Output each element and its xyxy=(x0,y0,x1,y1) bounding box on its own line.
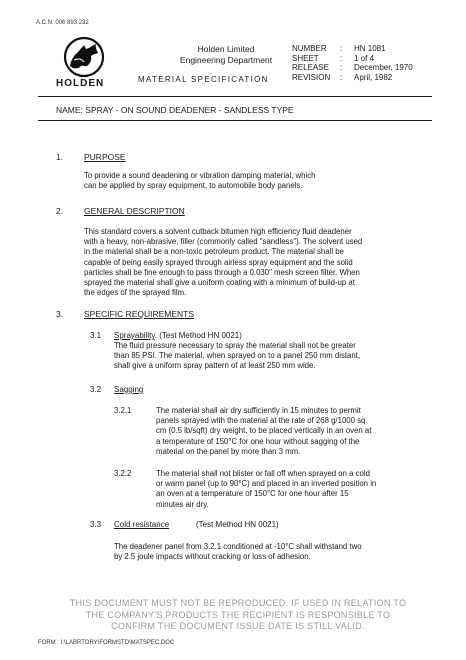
document-type: MATERIAL SPECIFICATION xyxy=(138,75,269,84)
header-divider-bottom xyxy=(38,120,432,121)
sagging-321-text: The material shall air dry sufficiently in 15 minutes to permit panels sprayed with the material at the rate of 268 g/1000 sq. cm (0.5 lb/sqft) dry weight, to be placed vertically in an oven at a temperature of 150°C for one hour without sagging of the material on the panel by more than 3 mm. xyxy=(156,406,372,456)
general-text: This standard covers a solvent cutback bitumen high efficiency fluid deadener with a heavy, non-abrasive, filler (commonly called "sandless"). The solvent used in the material shall be a non-toxic petroleum product. The material shall be capable of being easily sprayed through airless spray equipment and the solid particles shall be fine enough to pass through a 0.030" mesh screen filter. When sprayed the material shall give a uniform coating with a minimum of build-up at the edges of the sprayed film. xyxy=(84,227,363,298)
purpose-text: To provide a sound deadening or vibration damping material, which can be applied by spray equipment, to automobile body panels. xyxy=(84,171,316,191)
subsubsection-number: 3.2.2 xyxy=(114,469,132,478)
subsubsection-number: 3.2.1 xyxy=(114,406,132,415)
subsection-heading-sprayability: Sprayability. (Test Method HN 0021) xyxy=(114,331,242,340)
section-number: 2. xyxy=(56,206,64,216)
section-heading-specific: SPECIFIC REQUIREMENTS xyxy=(84,309,195,319)
subsection-heading-cold-resistance: Cold resistance xyxy=(114,520,170,529)
reproduction-notice: THIS DOCUMENT MUST NOT BE REPRODUCED. IF USED IN RELATION TO THE COMPANY'S PRODUCTS THE RECIPIENT IS RESPONSIBLE TO CONFIRM THE DOCUMENT ISSUE DATE IS STILL VALID. xyxy=(69,598,407,631)
subsection-heading-sagging: Sagging xyxy=(114,385,144,394)
section-number: 1. xyxy=(56,152,64,162)
subsection-number: 3.3 xyxy=(90,520,102,529)
company-block xyxy=(160,44,292,66)
section-heading-purpose: PURPOSE xyxy=(84,152,126,162)
spec-name: NAME: SPRAY - ON SOUND DEADENER - SANDLESS TYPE xyxy=(56,105,294,115)
cold-resistance-text: The deadener panel from 3.2.1 conditioned at -10°C shall withstand two by 2.5 joule impacts without cracking or loss of adhesion. xyxy=(114,542,362,562)
meta-release: RELEASE : December, 1970 xyxy=(292,63,413,72)
subsection-number: 3.1 xyxy=(90,331,102,340)
document-meta xyxy=(292,44,413,82)
sprayability-text: The fluid pressure necessary to spray the material shall not be greater than 85 PSI. The material, when sprayed on to a panel 250 mm distant, shall give a uniform spray pattern of at least 250 mm wide. xyxy=(114,341,361,371)
subsection-number: 3.2 xyxy=(90,385,102,394)
sagging-322-text: The material shall not blister or fall off when sprayed on a cold or warm panel (up to 90°C) and placed in an inverted position in an oven at a temperature of 150°C for one hour after 15 minutes air dry. xyxy=(156,469,377,509)
logo-wordmark: HOLDEN xyxy=(56,78,105,89)
cold-resistance-method: (Test Method HN 0021) xyxy=(196,520,279,529)
holden-lion-logo xyxy=(60,36,108,78)
meta-revision: REVISION : April, 1982 xyxy=(292,72,393,82)
section-heading-general: GENERAL DESCRIPTION xyxy=(84,206,185,216)
section-number: 3. xyxy=(56,309,64,319)
meta-number: NUMBER : HN 1081 xyxy=(292,44,386,53)
company-name: Holden Limited xyxy=(197,44,255,54)
department-name: Engineering Department xyxy=(179,55,273,65)
acn-number: A.C.N. 006 893 232 xyxy=(36,20,89,26)
header-divider-top xyxy=(38,96,432,97)
meta-sheet: SHEET : 1 of 4 xyxy=(292,53,375,63)
form-path: FORM : I:\LABRTORY\FORMSTD\MATSPEC.DOC xyxy=(38,640,175,646)
